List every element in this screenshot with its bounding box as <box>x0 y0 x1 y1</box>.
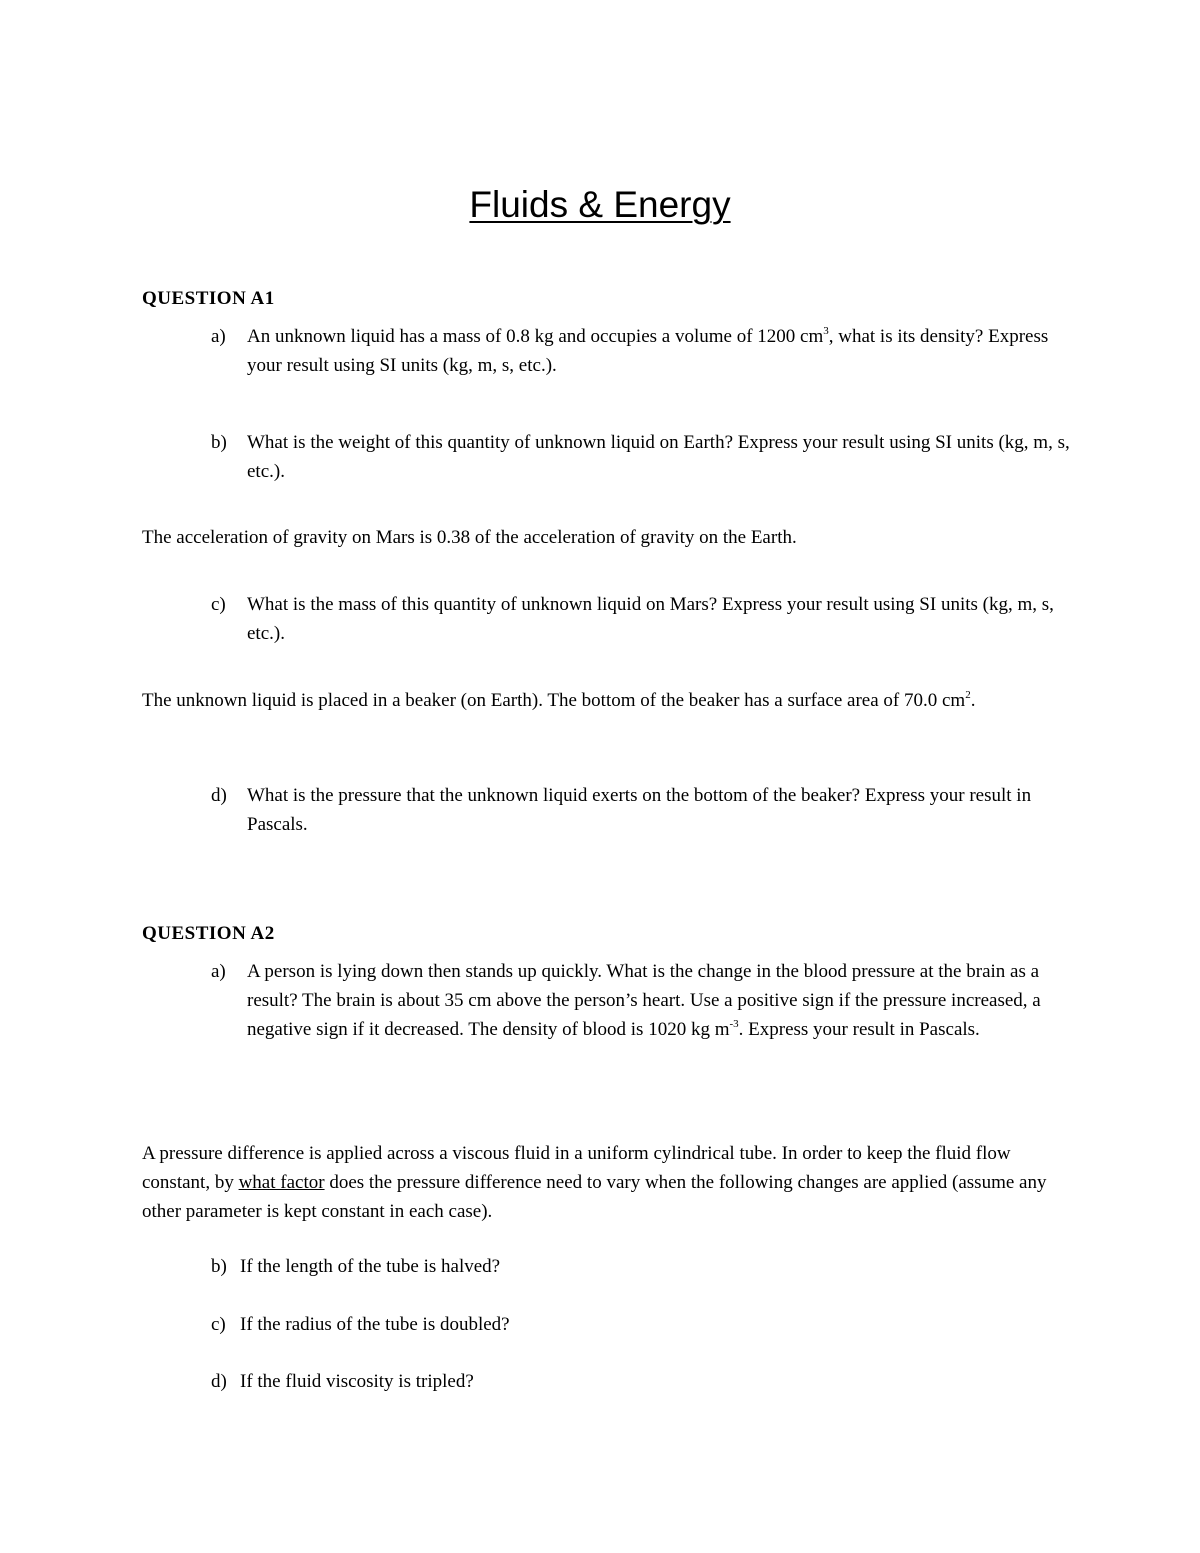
question-a1-part-c <box>211 590 1071 648</box>
part-marker: c) <box>211 1314 226 1335</box>
question-a1-part-b <box>211 428 1071 486</box>
beaker-note: The unknown liquid is placed in a beaker (on Earth). The bottom of the beaker has a surface area of 70.0 $cm^2$. <box>142 689 976 711</box>
part-marker: d) <box>211 1371 227 1392</box>
part-marker: b) <box>211 1256 227 1277</box>
question-a1-heading: QUESTION A1 <box>142 288 275 309</box>
part-text: If the length of the tube is halved? <box>240 1256 501 1277</box>
question-a2-part-a <box>211 957 1071 1044</box>
part-marker: a) <box>211 961 226 982</box>
mars-gravity-note: The acceleration of gravity on Mars is 0.38 of the acceleration of gravity on the Earth. <box>142 527 797 548</box>
part-marker: c) <box>211 594 226 615</box>
part-text: If the fluid viscosity is tripled? <box>240 1371 474 1392</box>
part-text: What is the weight of this quantity of unknown liquid on Earth? Express your result using SI units (kg, m, s, etc.). <box>247 432 1070 482</box>
question-a2-part-c <box>211 1310 1071 1339</box>
part-marker: d) <box>211 785 227 806</box>
viscous-fluid-intro: A pressure difference is applied across a viscous fluid in a uniform cylindrical tube. In order to keep the fluid flow constant, by what factor does the pressure difference need to vary when the following changes are applied (assume any other parameter is kept constant in each case). <box>142 1143 1047 1222</box>
question-a1-part-a <box>211 322 1071 380</box>
part-marker: a) <box>211 326 226 347</box>
question-a2-part-d <box>211 1367 1071 1396</box>
part-text: An unknown liquid has a mass of 0.8 kg and occupies a volume of 1200 $cm^3$, what is its density? Express your result using SI units (kg, m, s, etc.). <box>247 325 1049 376</box>
question-a2-part-b <box>211 1252 1071 1281</box>
question-a2-heading: QUESTION A2 <box>142 923 275 944</box>
part-marker: b) <box>211 432 227 453</box>
question-a1-part-d <box>211 781 1071 839</box>
part-text: A person is lying down then stands up quickly. What is the change in the blood pressure at the brain as a result? The brain is about 35 cm above the person’s heart. Use a positive sign if the pressure increased, a negative sign if it decreased. The density of blood is 1020 kg $m^{-3}$. Express your result in Pascals. <box>247 961 1041 1040</box>
part-text: What is the mass of this quantity of unknown liquid on Mars? Express your result using SI units (kg, m, s, etc.). <box>247 594 1054 644</box>
page-title: Fluids & Energy <box>469 184 731 225</box>
part-text: If the radius of the tube is doubled? <box>240 1314 510 1335</box>
part-text: What is the pressure that the unknown liquid exerts on the bottom of the beaker? Express your result in Pascals. <box>247 785 1032 835</box>
